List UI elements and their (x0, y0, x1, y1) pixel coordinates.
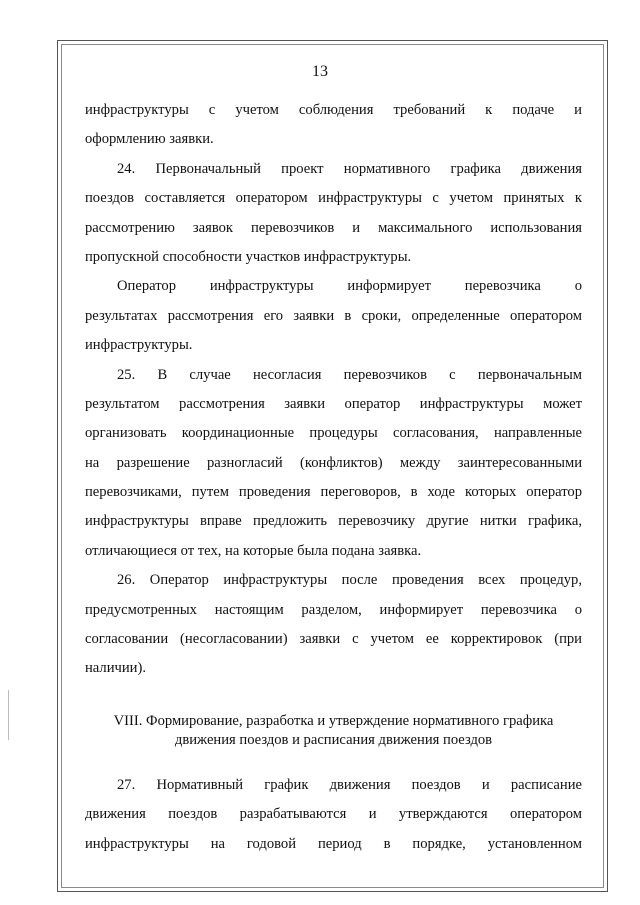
paragraph-continuation (85, 96, 582, 155)
text-line: результатах рассмотрения его заявки в сроки, определенные оператором (85, 307, 582, 324)
text-line: на разрешение разногласий (конфликтов) между заинтересованными (85, 454, 582, 471)
spacer (85, 684, 582, 712)
text-line: наличии). (85, 660, 146, 677)
text-line: согласовании (несогласовании) заявки с учетом ее корректировок (при (85, 631, 582, 648)
scan-margin-mark (8, 690, 9, 740)
document-body (85, 96, 582, 859)
text-line: Оператор инфраструктуры информирует перевозчика о (117, 278, 582, 295)
spacer (85, 750, 582, 771)
text-line: движения поездов разрабатываются и утверждаются оператором (85, 806, 582, 823)
text-line: результатом рассмотрения заявки оператор инфраструктуры может (85, 395, 582, 412)
text-line: 24. Первоначальный проект нормативного графика движения (117, 160, 582, 177)
paragraph-26 (85, 566, 582, 684)
text-line: оформлению заявки. (85, 131, 214, 148)
paragraph-27 (85, 771, 582, 859)
paragraph-24 (85, 155, 582, 273)
text-line: перевозчиками, путем проведения переговоров, в ходе которых оператор (85, 484, 582, 501)
text-line: инфраструктуры. (85, 337, 193, 354)
text-line: 26. Оператор инфраструктуры после проведения всех процедур, (117, 572, 582, 589)
text-line: отличающиеся от тех, на которые была подана заявка. (85, 542, 422, 559)
text-line: 27. Нормативный график движения поездов и расписание (117, 776, 582, 793)
text-line: 25. В случае несогласия перевозчиков с первоначальным (117, 366, 582, 383)
paragraph-operator-informs (85, 272, 582, 360)
text-line: рассмотрению заявок перевозчиков и максимального использования (85, 219, 582, 236)
section-heading-line: VIII. Формирование, разработка и утверждение нормативного графика (113, 712, 554, 729)
text-line: пропускной способности участков инфраструктуры. (85, 248, 412, 265)
text-line: организовать координационные процедуры согласования, направленные (85, 425, 582, 442)
section-heading-line: движения поездов и расписания движения поездов (174, 731, 493, 748)
text-line: предусмотренных настоящим разделом, информирует перевозчика о (85, 601, 582, 618)
page-number: 13 (312, 63, 328, 80)
text-line: инфраструктуры с учетом соблюдения требований к подаче и (85, 102, 582, 118)
text-line: поездов составляется оператором инфраструктуры с учетом принятых к (85, 190, 582, 207)
section-heading (85, 712, 582, 750)
text-line: инфраструктуры вправе предложить перевозчику другие нитки графика, (85, 513, 582, 530)
text-line: инфраструктуры на годовой период в порядке, установленном (85, 835, 582, 852)
paragraph-25 (85, 361, 582, 567)
